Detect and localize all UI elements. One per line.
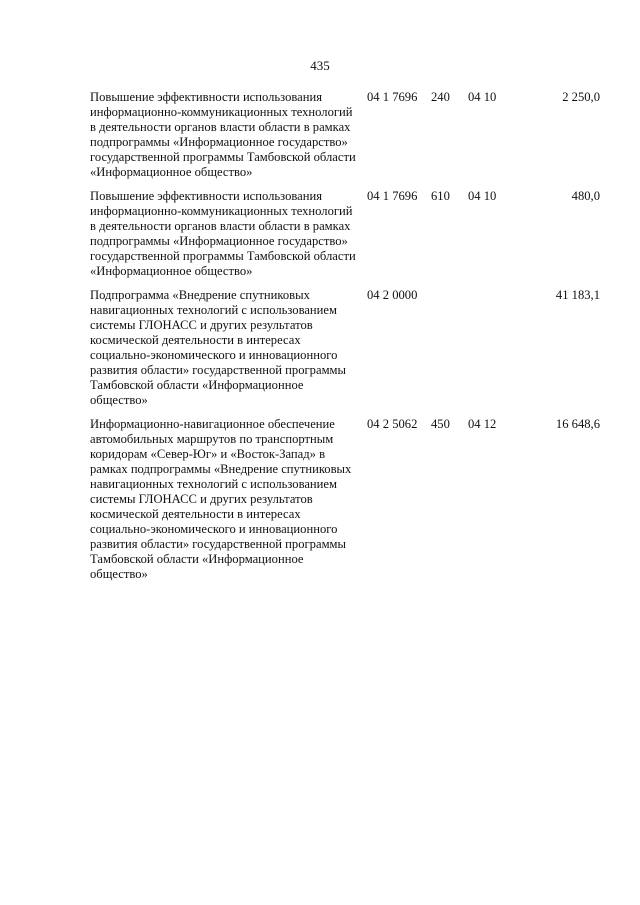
row-amount: 480,0: [571, 189, 600, 203]
row-target-code: 04 1 7696: [367, 90, 418, 104]
row-description: Повышение эффективности использования информационно-коммуникационных технологий в деятельности органов власти области в рамках подпрограммы «Информационное государство» государственной программы Тамбовской области «Информационное общество»: [90, 90, 356, 179]
row-description: Подпрограмма «Внедрение спутниковых навигационных технологий с использованием системы ГЛОНАСС и других результатов космической деятельности в интересах социально-экономического и инновационного развития области» государственной программы Тамбовской области «Информационное общество»: [90, 288, 346, 407]
row-target-code: 04 2 0000: [367, 288, 418, 302]
row-expense-type: 610: [431, 189, 450, 203]
table-row: [90, 288, 600, 408]
row-target-code: 04 2 5062: [367, 417, 418, 431]
row-section-code: 04 10: [468, 189, 497, 203]
row-target-code: 04 1 7696: [367, 189, 418, 203]
row-description: Информационно-навигационное обеспечение автомобильных маршрутов по транспортным коридорам «Север-Юг» и «Восток-Запад» в рамках подпрограммы «Внедрение спутниковых навигационных технологий с использованием системы ГЛОНАСС и других результатов космической деятельности в интересах социально-экономического и инновационного развития области» государственной программы Тамбовской области «Информационное общество»: [90, 417, 352, 581]
row-section-code: 04 10: [468, 90, 497, 104]
row-amount: 41 183,1: [555, 288, 600, 302]
row-description: Повышение эффективности использования информационно-коммуникационных технологий в деятельности органов власти области в рамках подпрограммы «Информационное государство» государственной программы Тамбовской области «Информационное общество»: [90, 189, 356, 278]
row-expense-type: 450: [431, 417, 450, 431]
row-amount: 2 250,0: [562, 90, 600, 104]
table-row: [90, 189, 600, 279]
row-amount: 16 648,6: [555, 417, 600, 431]
row-section-code: 04 12: [468, 417, 497, 431]
budget-table: [90, 90, 600, 591]
page-number: 435: [310, 58, 330, 73]
table-row: [90, 90, 600, 180]
table-row: [90, 417, 600, 582]
row-expense-type: 240: [431, 90, 450, 104]
